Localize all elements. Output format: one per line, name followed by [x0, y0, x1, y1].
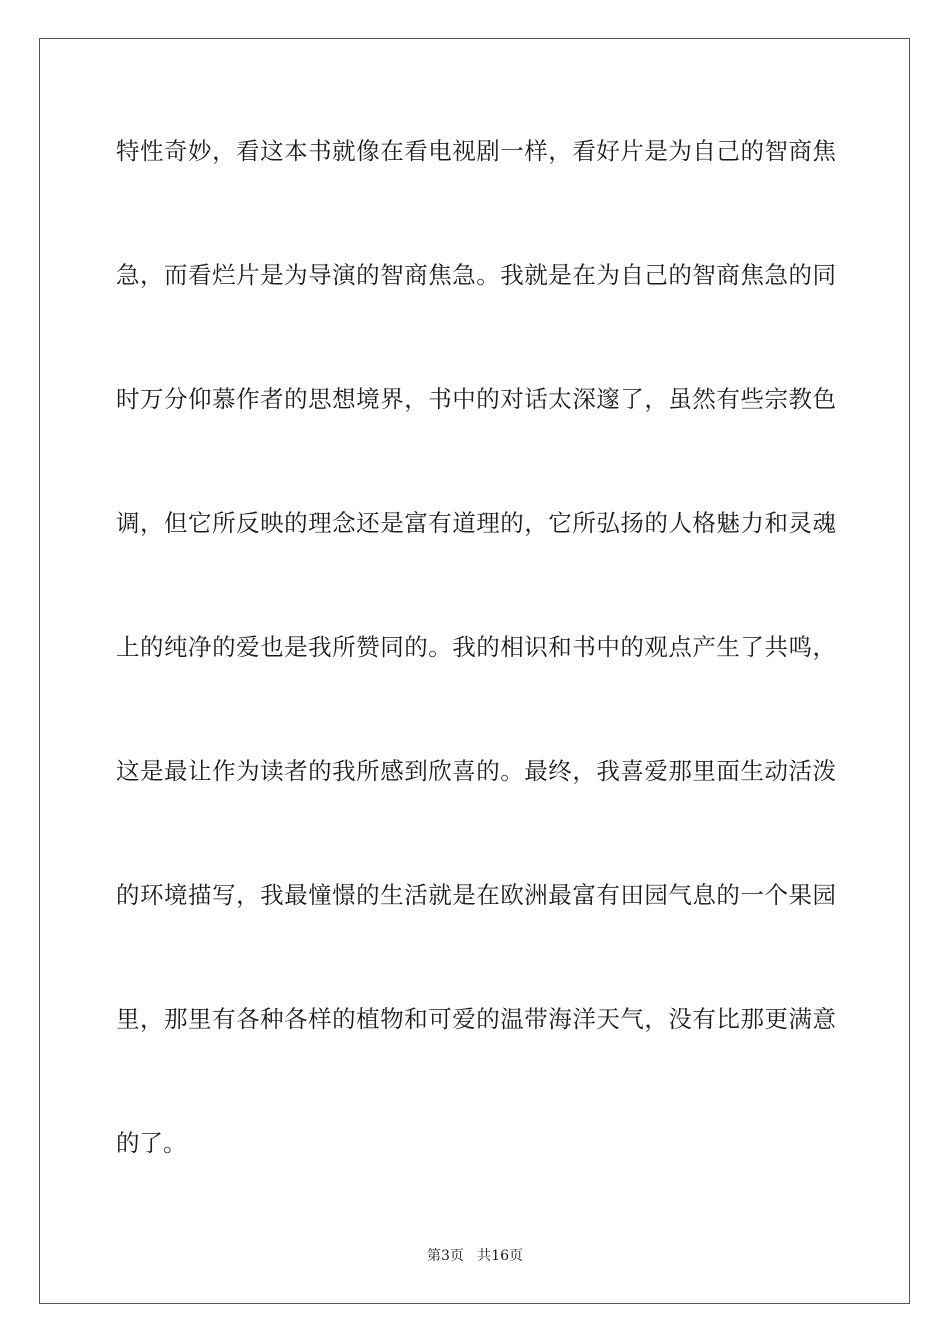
paragraph-line: 这是最让作为读者的我所感到欣喜的。最终，我喜爱那里面生动活泼	[116, 757, 836, 785]
page-number-footer: 第3页 共16页	[426, 1248, 524, 1264]
paragraph-line: 特性奇妙，看这本书就像在看电视剧一样，看好片是为自己的智商焦	[116, 137, 836, 165]
paragraph-line: 急，而看烂片是为导演的智商焦急。我就是在为自己的智商焦急的同	[116, 261, 836, 289]
paragraph-line: 上的纯净的爱也是我所赞同的。我的相识和书中的观点产生了共鸣，	[116, 633, 836, 661]
paragraph-line: 的环境描写，我最憧憬的生活就是在欧洲最富有田园气息的一个果园	[116, 881, 836, 909]
paragraph-line: 时万分仰慕作者的思想境界，书中的对话太深邃了，虽然有些宗教色	[116, 385, 836, 413]
page-border	[39, 38, 910, 1304]
paragraph-line: 调，但它所反映的理念还是富有道理的，它所弘扬的人格魅力和灵魂	[116, 509, 836, 537]
paragraph-line: 里，那里有各种各样的植物和可爱的温带海洋天气，没有比那更满意	[116, 1005, 836, 1033]
paragraph-line: 的了。	[116, 1129, 187, 1157]
